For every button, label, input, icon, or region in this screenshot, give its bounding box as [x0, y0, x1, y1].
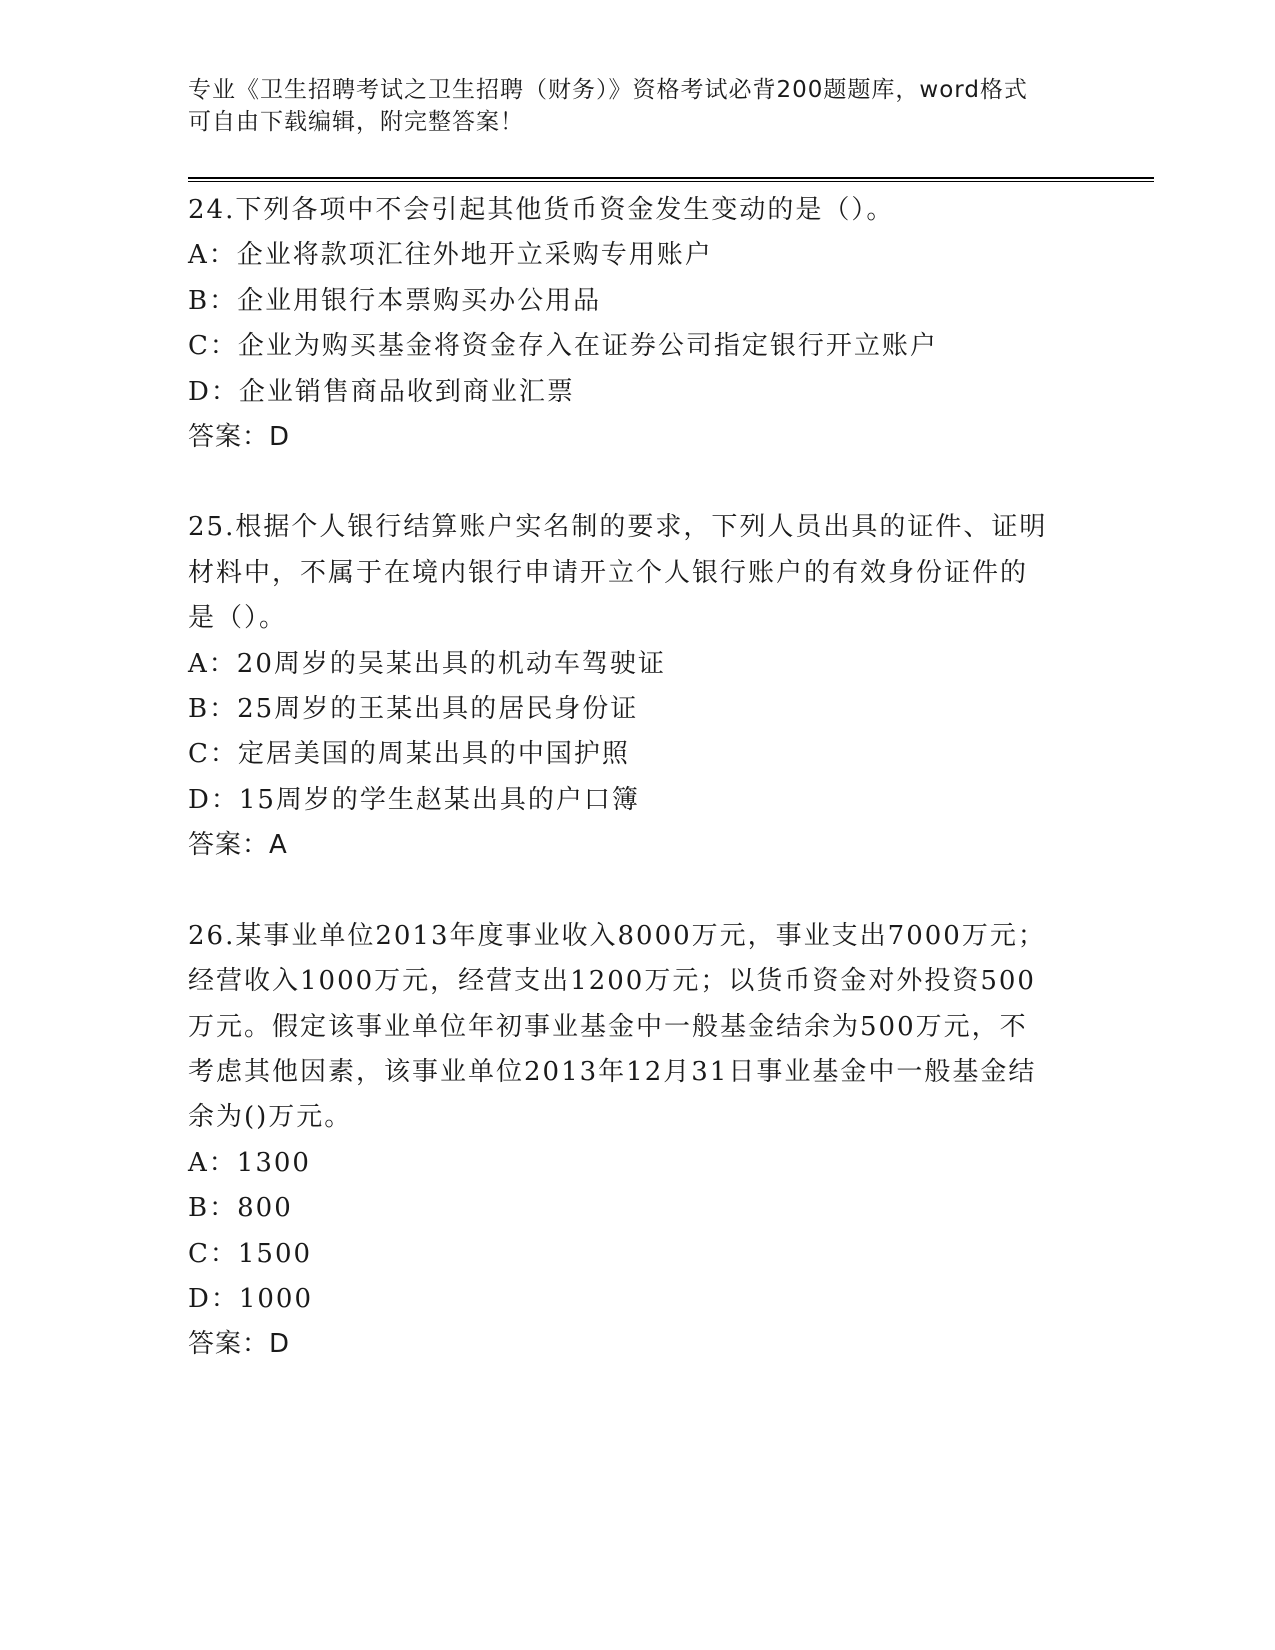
- question-26-stem-line-3: 万元。假定该事业单位年初事业基金中一般基金结余为500万元，不: [188, 1011, 1028, 1042]
- question-25-answer: 答案：A: [188, 830, 288, 861]
- question-24-option-a: A：企业将款项汇往外地开立采购专用账户: [188, 240, 713, 271]
- question-25-option-d: D：15周岁的学生赵某出具的户口簿: [188, 784, 640, 815]
- header-line-1: 专业《卫生招聘考试之卫生招聘（财务）》资格考试必背200题题库，word格式: [188, 77, 1028, 103]
- question-25: [188, 505, 1088, 868]
- question-25-stem-line-3: 是（）。: [188, 603, 288, 634]
- header-line-2: 可自由下载编辑，附完整答案！: [188, 109, 524, 135]
- question-24-option-c: C：企业为购买基金将资金存入在证券公司指定银行开立账户: [188, 331, 938, 362]
- question-25-option-b: B：25周岁的王某出具的居民身份证: [188, 694, 639, 725]
- question-24-stem: 24.下列各项中不会引起其他货币资金发生变动的是（）。: [188, 195, 895, 225]
- question-25-option-c: C：定居美国的周某出具的中国护照: [188, 739, 630, 770]
- question-26-answer: 答案：D: [188, 1329, 291, 1360]
- question-24-option-d: D：企业销售商品收到商业汇票: [188, 376, 575, 407]
- header-divider-thin: [188, 181, 1154, 182]
- question-24-answer: 答案：D: [188, 422, 291, 453]
- question-26-stem-line-1: 26.某事业单位2013年度事业收入8000万元，事业支出7000万元；: [188, 920, 1046, 951]
- question-24-option-b: B：企业用银行本票购买办公用品: [188, 285, 602, 316]
- question-26-stem-line-4: 考虑其他因素，该事业单位2013年12月31日事业基金中一般基金结: [188, 1056, 1037, 1087]
- question-25-stem-line-1: 25.根据个人银行结算账户实名制的要求，下列人员出具的证件、证明: [188, 512, 1048, 543]
- question-25-stem-line-2: 材料中，不属于在境内银行申请开立个人银行账户的有效身份证件的: [188, 557, 1029, 588]
- question-25-option-a: A：20周岁的吴某出具的机动车驾驶证: [188, 648, 666, 679]
- question-26-stem-line-5: 余为()万元。: [188, 1102, 353, 1133]
- spacer: [188, 869, 1088, 914]
- question-26: [188, 914, 1088, 1368]
- question-26-stem-line-2: 经营收入1000万元，经营支出1200万元；以货币资金对外投资500: [188, 966, 1036, 997]
- header-divider-thick: [188, 177, 1154, 179]
- question-26-option-c: C：1500: [188, 1238, 313, 1269]
- question-26-option-a: A：1300: [188, 1147, 311, 1178]
- question-list: [188, 188, 1088, 1368]
- question-26-option-b: B：800: [188, 1193, 293, 1224]
- spacer: [188, 460, 1088, 505]
- question-26-option-d: D：1000: [188, 1283, 314, 1314]
- question-24: [188, 188, 1088, 460]
- document-header: [188, 74, 1088, 138]
